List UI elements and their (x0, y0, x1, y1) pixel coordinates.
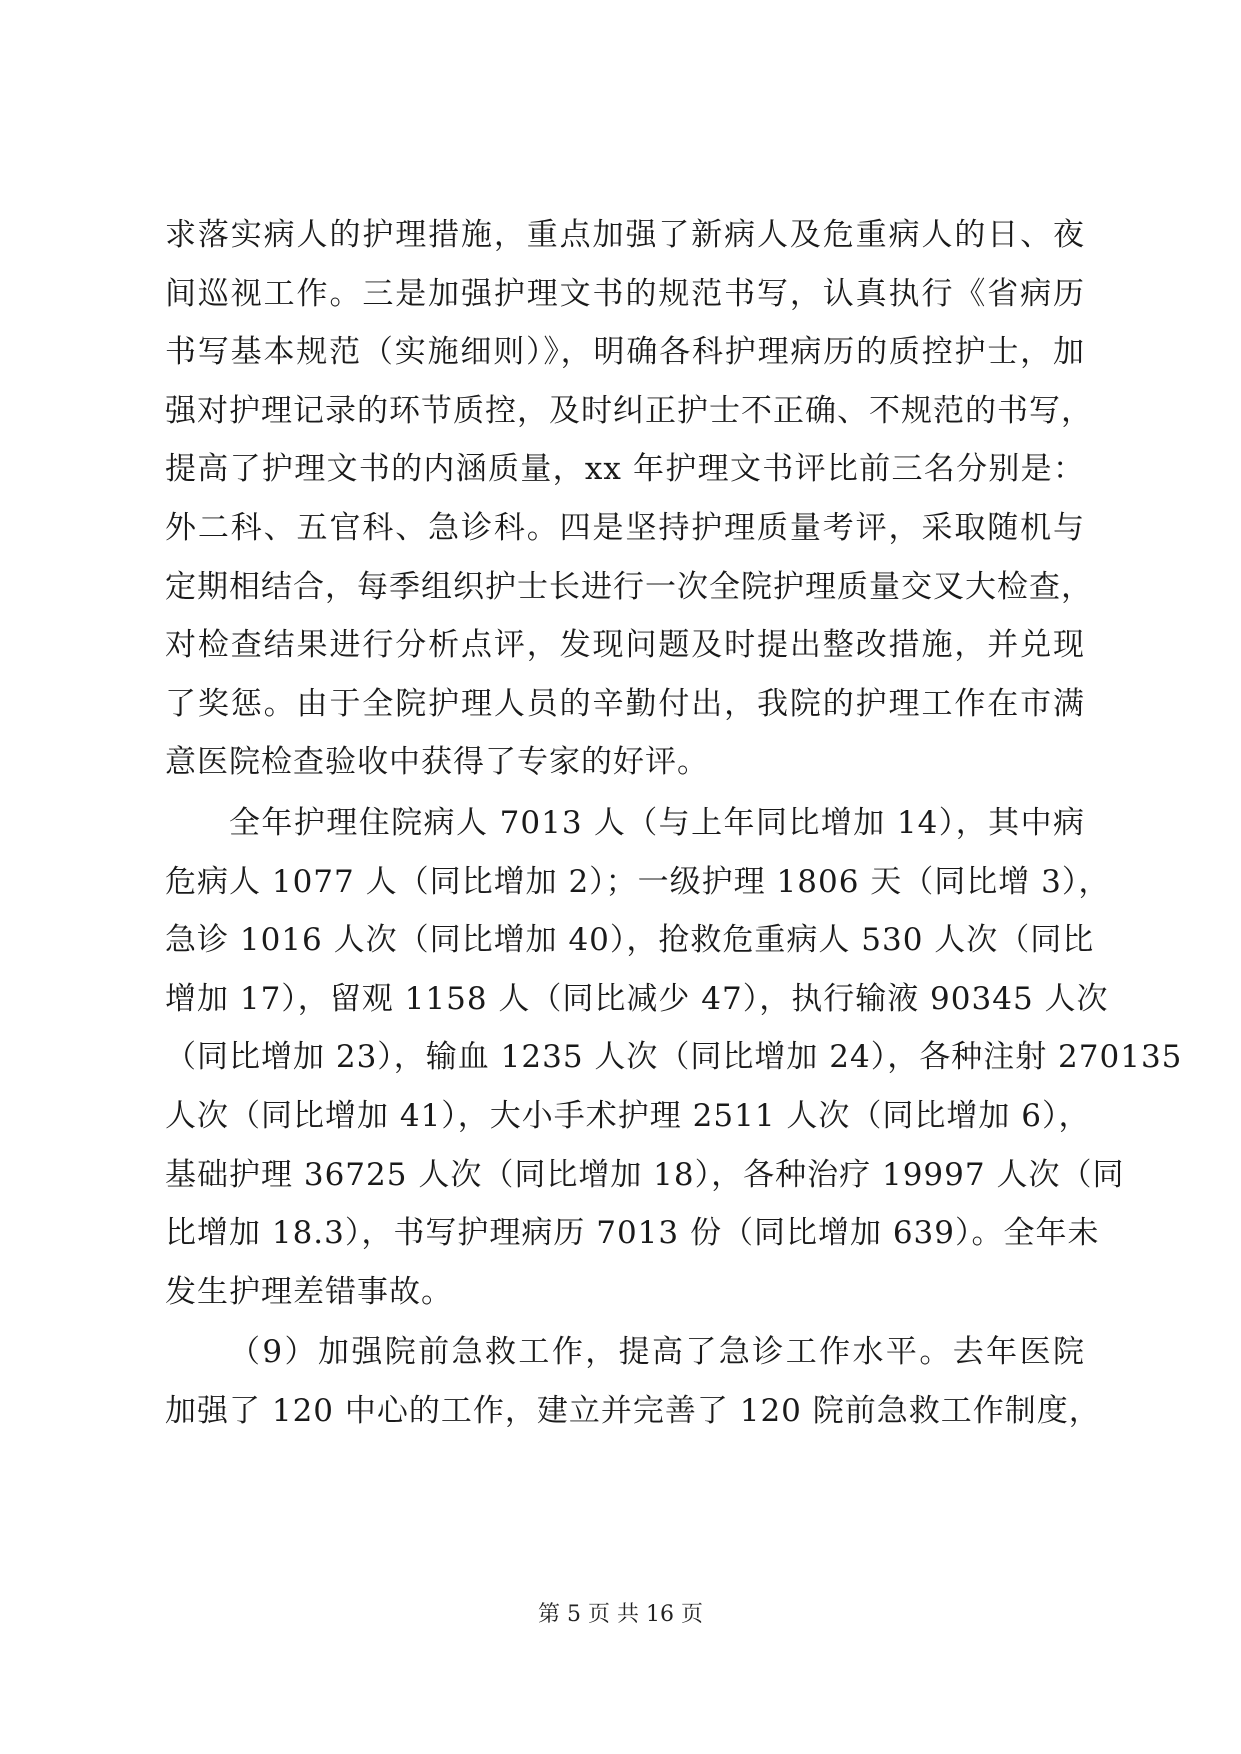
paragraph-1-line-2: 间巡视工作。三是加强护理文书的规范书写，认真执行《省病历 (165, 276, 1085, 312)
paragraph-2-line-4: 增加 17），留观 1158 人（同比减少 47），执行输液 90345 人次 (165, 981, 1109, 1017)
paragraph-2-line-5: （同比增加 23），输血 1235 人次（同比增加 24），各种注射 270135 (165, 1039, 1183, 1075)
paragraph-2-line-3: 急诊 1016 人次（同比增加 40），抢救危重病人 530 人次（同比 (165, 922, 1095, 958)
paragraph-3-line-2: 加强了 120 中心的工作，建立并完善了 120 院前急救工作制度， (165, 1393, 1101, 1429)
paragraph-1-line-7: 定期相结合，每季组织护士长进行一次全院护理质量交叉大检查， (165, 569, 1093, 605)
paragraph-1-line-8: 对检查结果进行分析点评，发现问题及时提出整改措施，并兑现 (165, 627, 1085, 663)
paragraph-1-line-6: 外二科、五官科、急诊科。四是坚持护理质量考评，采取随机与 (165, 510, 1085, 546)
paragraph-2-line-8: 比增加 18.3），书写护理病历 7013 份（同比增加 639）。全年未 (165, 1215, 1100, 1251)
paragraph-1-line-9: 了奖惩。由于全院护理人员的辛勤付出，我院的护理工作在市满 (165, 686, 1085, 722)
paragraph-2-line-2: 危病人 1077 人（同比增加 2）；一级护理 1806 天（同比增 3）， (165, 864, 1111, 900)
paragraph-2-line-7: 基础护理 36725 人次（同比增加 18），各种治疗 19997 人次（同 (165, 1157, 1125, 1193)
paragraph-2-line-6: 人次（同比增加 41），大小手术护理 2511 人次（同比增加 6）， (165, 1098, 1091, 1134)
paragraph-3-line-1: （9）加强院前急救工作，提高了急诊工作水平。去年医院 (229, 1334, 1085, 1370)
paragraph-2-line-9: 发生护理差错事故。 (165, 1274, 453, 1310)
page-footer: 第 5 页 共 16 页 (538, 1602, 703, 1627)
paragraph-1-line-1: 求落实病人的护理措施，重点加强了新病人及危重病人的日、夜 (165, 217, 1085, 253)
paragraph-1-line-3: 书写基本规范（实施细则）》，明确各科护理病历的质控护士，加 (165, 334, 1085, 370)
paragraph-1-line-4: 强对护理记录的环节质控，及时纠正护士不正确、不规范的书写， (165, 393, 1093, 429)
paragraph-1-line-5: 提高了护理文书的内涵质量，xx 年护理文书评比前三名分别是： (165, 451, 1085, 487)
paragraph-1-line-10: 意医院检查验收中获得了专家的好评。 (165, 744, 709, 780)
paragraph-2-line-1: 全年护理住院病人 7013 人（与上年同比增加 14），其中病 (229, 805, 1085, 841)
